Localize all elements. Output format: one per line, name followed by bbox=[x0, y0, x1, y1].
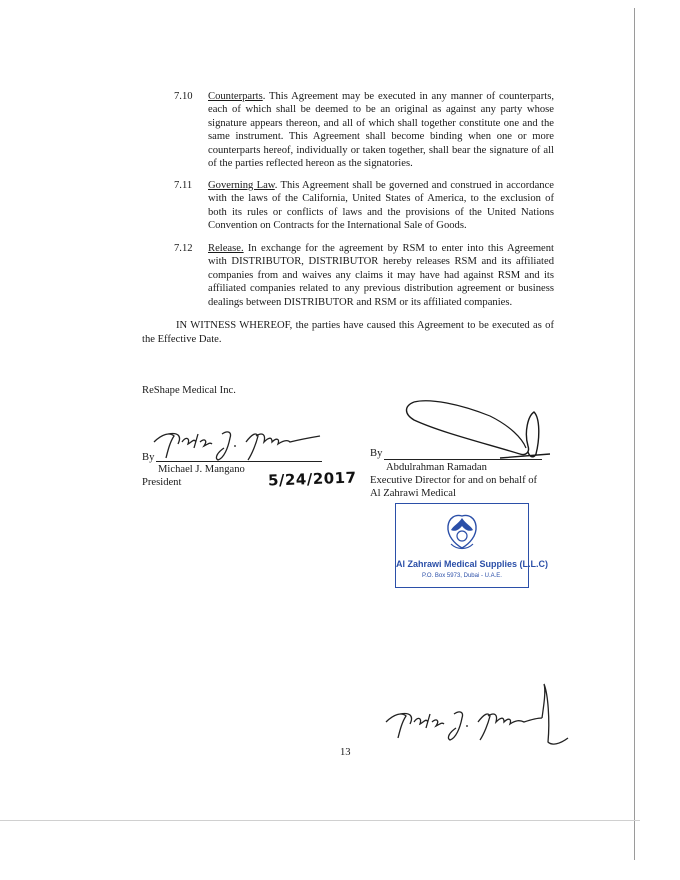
section-text bbox=[208, 90, 554, 170]
right-signer-name: Abdulrahman Ramadan bbox=[386, 462, 487, 473]
section-number: 7.12 bbox=[174, 243, 193, 254]
mangano-signature bbox=[148, 424, 338, 464]
stamp-company-name: Al Zahrawi Medical Supplies (L.L.C) bbox=[396, 559, 549, 569]
left-signer-title: President bbox=[142, 477, 182, 488]
page-edge-rule bbox=[634, 8, 635, 860]
left-company-name: ReShape Medical Inc. bbox=[142, 385, 236, 396]
section-heading: Release. bbox=[208, 243, 244, 254]
right-signer-title-line1: Executive Director for and on behalf of bbox=[370, 475, 538, 486]
section-7-10 bbox=[174, 90, 554, 170]
ramadan-signature bbox=[400, 392, 560, 464]
section-number: 7.10 bbox=[174, 91, 193, 102]
section-text bbox=[208, 242, 554, 309]
section-body: . This Agreement shall be governed and construed in accordance with the laws of the California, United States of America, to the exclusion of both its rules or conflicts of laws and the provisions of the United Nations Convention on Contracts for the International Sale of Goods. bbox=[208, 180, 554, 232]
stamp-address: P.O. Box 5973, Dubai - U.A.E. bbox=[422, 573, 502, 579]
page-number: 13 bbox=[340, 747, 351, 758]
left-signer-name: Michael J. Mangano bbox=[158, 464, 245, 475]
section-heading: Governing Law bbox=[208, 180, 275, 191]
section-7-11 bbox=[174, 179, 554, 233]
left-signature-line bbox=[156, 461, 322, 462]
page-initials-signature bbox=[380, 680, 575, 760]
section-body: In exchange for the agreement by RSM to enter into this Agreement with DISTRIBUTOR, DISTRIBUTOR hereby releases RSM and its affiliated companies from and waives any claims it may have had against RSM and its affiliated companies related to any previous distribution agreement or business dealings between DISTRIBUTOR and RSM or its affiliated companies. bbox=[208, 243, 554, 308]
company-stamp bbox=[395, 503, 549, 588]
section-heading: Counterparts bbox=[208, 91, 263, 102]
section-text bbox=[208, 179, 554, 233]
page-bottom-rule bbox=[0, 820, 640, 821]
section-7-12 bbox=[174, 242, 554, 309]
stamp-logo-icon bbox=[443, 510, 481, 556]
section-body: . This Agreement may be executed in any manner of counterparts, each of which shall be deemed to be an original as against any party whose signature appears thereon, and all of which shall together constitute one and the same instrument. This Agreement shall become binding when one or more counterparts hereof, individually or taken together, shall bear the signature of all of the parties reflected hereon as the signatories. bbox=[208, 91, 554, 170]
section-number: 7.11 bbox=[174, 180, 193, 191]
right-signer-title-line2: Al Zahrawi Medical bbox=[370, 488, 456, 499]
witness-clause: IN WITNESS WHEREOF, the parties have caused this Agreement to be executed as of the Effective Date. bbox=[142, 320, 554, 345]
handwritten-date: 5/24/2017 bbox=[267, 468, 357, 490]
left-by-label: By bbox=[142, 452, 155, 463]
right-signature-line bbox=[384, 459, 542, 460]
right-by-label: By bbox=[370, 448, 383, 459]
